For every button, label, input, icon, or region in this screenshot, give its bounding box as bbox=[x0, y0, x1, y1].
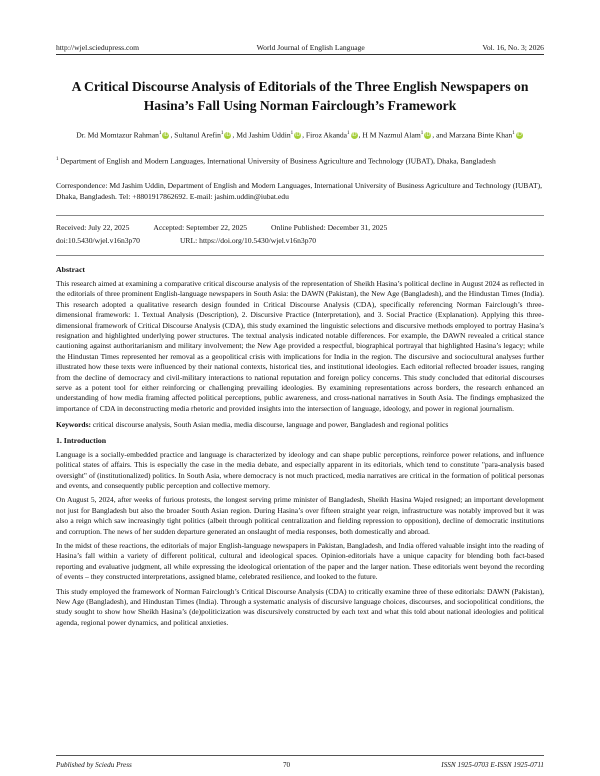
author-name: Dr. Md Momtazur Rahman bbox=[76, 130, 159, 140]
intro-paragraph: Language is a socially-embedded practice and language is characterized by ideology and can shape public perceptions, reinforce power relations, and influence political states of affairs. This is especially the case in the media debate, and especially apparent in its editorials, which tend to constitute "para-analysis based oversight" of (institutionalized) politics. In South Asia, where democracy is not much practiced, media narratives are critical in the formation of political personas and events, and consequently public perception and collective memory. bbox=[56, 449, 544, 490]
abstract-section bbox=[56, 264, 544, 628]
issn: ISSN 1925-0703 E-ISSN 1925-0711 bbox=[441, 761, 544, 769]
published-date: Online Published: December 31, 2025 bbox=[271, 223, 388, 232]
article-title: A Critical Discourse Analysis of Editorials of the Three English Newspapers on Hasina’s Fall Using Norman Fairclough’s Framework bbox=[71, 79, 529, 113]
divider bbox=[56, 255, 544, 256]
author-affil-sup: 1 bbox=[220, 131, 224, 136]
author-affil-sup: 1 bbox=[347, 131, 350, 136]
correspondence: Correspondence: Md Jashim Uddin, Department of English and Modern Languages, International University of Business Agriculture and Technology (IUBAT), Dhaka, Bangladesh. Tel: +8801917862692. E-mail: jashim.uddin@iubat.edu bbox=[56, 181, 543, 201]
divider bbox=[56, 215, 544, 216]
author-and: and bbox=[436, 130, 448, 140]
author-name: Firoz Akanda bbox=[305, 130, 348, 140]
intro-paragraph: In the midst of these reactions, the editorials of major English-language newspapers in Pakistan, Bangladesh, and India offered valuable insight into the reading of Hasina’s fall within a variety of different political, cultural and ideological spaces. Opinion-editorials have a unique capacity for blending both fact-based reporting and evaluative judgment, all while expressing the ideological orientation of the paper and the larger nation. These editorials went beyond the recording of events – they constructed interpretations, assigned blame, celebrated resilience, and looked to the future. bbox=[56, 540, 544, 582]
running-header bbox=[56, 43, 544, 52]
author-name: Sultanul Arefin bbox=[174, 130, 221, 140]
orcid-icon[interactable]: iD bbox=[425, 131, 431, 138]
abstract-heading: Abstract bbox=[56, 265, 86, 274]
keywords-text: critical discourse analysis, South Asian media, media discourse, language and power, Bangladesh and regional politics bbox=[92, 420, 449, 430]
keywords bbox=[56, 420, 544, 430]
keywords-label: Keywords: bbox=[56, 420, 91, 430]
intro-heading: 1. Introduction bbox=[56, 435, 107, 445]
author-list: Dr. Md Momtazur Rahman$^1$ iD , Sultanul Arefin$^1$ iD , Md Jashim Uddin$^1$ iD , Firoz Akanda$^1$ iD , H M Nazmul Alam$^1$ iD , and Marzana Binte Khan$^1$ iD bbox=[76, 130, 522, 140]
doi-row bbox=[56, 235, 544, 246]
publication-dates bbox=[56, 222, 544, 233]
orcid-icon[interactable]: iD bbox=[295, 131, 301, 138]
author-name: Md Jashim Uddin bbox=[236, 130, 291, 140]
intro-paragraph: On August 5, 2024, after weeks of furious protests, the longest serving prime minister of Bangladesh, Sheikh Hasina Wajed resigned; an important development not just for Bangladesh but also the broader South Asian region. During Hasina’s over fifteen straight year reign, infrastructure was notably improved but it was also a reign which saw increasingly tight politics (albeit through political centralization and fielding repression to opposition), decline of democratic institutions and corruption. The news of her sudden departure generated an onslaught of media responses, both domestically and abroad. bbox=[56, 495, 544, 536]
author-affil-sup: 1 bbox=[512, 131, 515, 136]
intro-paragraph: This study employed the framework of Norman Fairclough’s Critical Discourse Analysis (CDA) to critically examine three of these editorials: DAWN (Pakistan), New Age (Bangladesh), and Hindustan Times (India). Through a systematic analysis of discursive language choices, discourses, and sociopolitical conditions, the study sought to show how Sheikh Hasina’s (de)politicization was discursively constructed by each text and what this told about national ideologies and political agenda, regional power dynamics, and political anxieties. bbox=[56, 586, 544, 627]
affiliation-text: Department of English and Modern Languages, International University of Business Agriculture and Technology (IUBAT), Dhaka, Bangladesh bbox=[60, 156, 496, 166]
orcid-icon[interactable]: iD bbox=[163, 131, 169, 138]
volume-info: Vol. 16, No. 3; 2026 bbox=[482, 43, 544, 52]
header-divider bbox=[56, 54, 544, 55]
author-name: H M Nazmul Alam bbox=[362, 130, 421, 140]
footer-divider bbox=[56, 755, 544, 756]
journal-url[interactable]: http://wjel.sciedupress.com bbox=[56, 43, 140, 52]
orcid-icon[interactable]: iD bbox=[351, 131, 357, 138]
affiliation-sup: 1 bbox=[56, 157, 59, 162]
author-affil-sup: 1 bbox=[158, 131, 162, 136]
author-name: Marzana Binte Khan bbox=[448, 130, 513, 140]
page-footer bbox=[56, 761, 544, 769]
author-affil-sup: 1 bbox=[290, 131, 294, 136]
publisher: Published by Sciedu Press bbox=[56, 761, 132, 769]
orcid-icon[interactable]: iD bbox=[225, 131, 231, 138]
affiliation bbox=[56, 154, 544, 167]
journal-name: World Journal of English Language bbox=[256, 43, 365, 52]
received-date: Received: July 22, 2025 bbox=[56, 223, 130, 232]
abstract-text: This research aimed at examining a comparative critical discourse analysis of the representation of Sheikh Hasina’s political decline in August 2024 as reflected in the editorials of three prominent English-language newspapers in South Asia: the DAWN (Pakistan), the New Age (Bangladesh), and the Hindustan Times (India). This research adopted a qualitative research design founded in Critical Discourse Analysis (CDA), specifically referencing Norman Fairclough’s three-dimensional framework: 1. Textual Analysis (Description), 2. Discursive Practice (Interpretation), and 3. Social Practice (Explanation). Applying this three-dimensional framework of Critical Discourse Analysis (CDA), this study examined the linguistic selections and discursive methods employed to portray Hasina’s resignation and highlighted underlying power structures. The textual analysis indicated notable differences. For example, the DAWN revealed a critical stance cautioning against authoritarianism and military involvement; the New Age provided a respectful, biographical portrayal that highlighted Hasina’s legacy; while the Hindustan Times represented her removal as a geopolitical crisis with implications for India in the region. The discursive and sociocultural analyses further illustrated how these texts were influenced by their national contexts, historical ties, and institutional ideologies. Each editorial reflected broader issues, ranging from the decline of democracy and civil-military interactions to national reputation and foreign policy concerns. This study concluded that editorial discourses serve as a potent tool for either reinforcing or challenging prevailing ideologies. By examining representations across borders, the research enhanced an understanding of how media framing affected political perceptions, public awareness, and cross-national narratives in South Asia. The findings emphasized the importance of CDA in deconstructing media rhetoric and provided insights into the intersection of language, ideology, and power in regional journalism. bbox=[56, 279, 544, 413]
orcid-icon[interactable]: iD bbox=[516, 131, 522, 138]
doi-url[interactable]: URL: https://doi.org/10.5430/wjel.v16n3p70 bbox=[179, 236, 317, 245]
page-number: 70 bbox=[282, 761, 291, 769]
author-affil-sup: 1 bbox=[420, 131, 424, 136]
doi[interactable]: doi:10.5430/wjel.v16n3p70 bbox=[56, 236, 140, 245]
accepted-date: Accepted: September 22, 2025 bbox=[153, 223, 248, 232]
